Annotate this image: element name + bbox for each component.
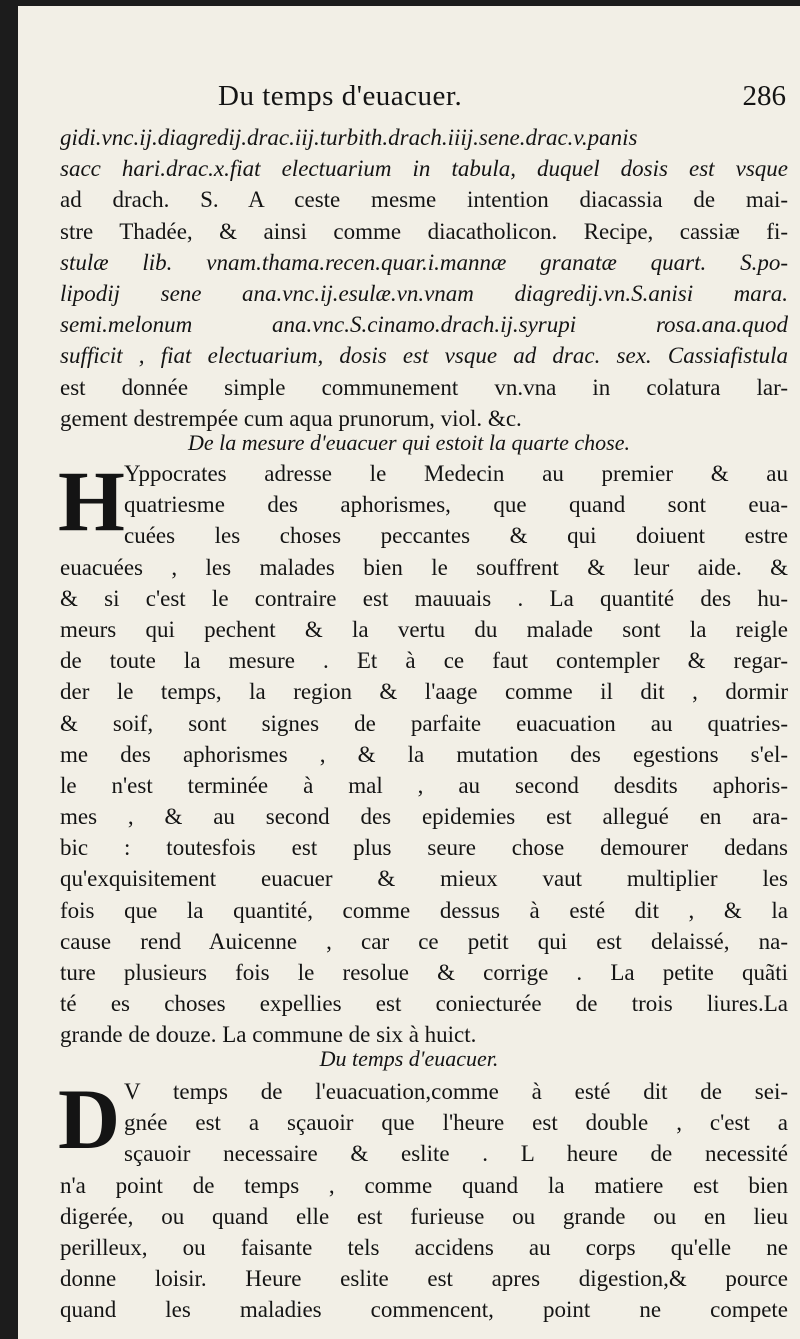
text-line: digerée, ou quand elle est furieuse ou grande ou en lieu bbox=[60, 1203, 788, 1229]
text-line: cuées les choses peccantes & qui doiuent estre bbox=[124, 523, 788, 549]
text-line: mes , & au second des epidemies est allegué en ara- bbox=[60, 804, 788, 830]
text-line: té es choses expellies est coniecturée de trois liures.La bbox=[60, 991, 788, 1017]
text-line: fois que la quantité, comme dessus à esté dit , & la bbox=[60, 897, 788, 923]
text-line: gnée est a sçauoir que l'heure est double , c'est a bbox=[124, 1110, 788, 1136]
text-line: est donnée simple communement vn.vna in colatura lar- bbox=[60, 374, 788, 400]
page-number: 286 bbox=[742, 80, 786, 112]
text-line: gidi.vnc.ij.diagredij.drac.iij.turbith.drach.iiij.sene.drac.v.panis bbox=[60, 125, 638, 150]
text-line: Yppocrates adresse le Medecin au premier & au bbox=[124, 461, 788, 486]
text-line: sufficit , fiat electuarium, dosis est vsque ad drac. sex. Cassiafistula bbox=[60, 343, 788, 369]
paragraph bbox=[58, 453, 788, 1051]
text-line: ture plusieurs fois le resolue & corrige . La petite quãti bbox=[60, 960, 788, 985]
text-line: quatriesme des aphorismes, que quand sont eua- bbox=[124, 492, 788, 518]
running-title: Du temps d'euacuer. bbox=[218, 80, 463, 112]
book-page bbox=[18, 6, 800, 1339]
text-line: cause rend Auicenne , car ce petit qui est delaissé, na- bbox=[60, 928, 788, 954]
text-line: semi.melonum ana.vnc.S.cinamo.drach.ij.syrupi rosa.ana.quod bbox=[60, 312, 788, 338]
text-line: & soif, sont signes de parfaite euacuation au quatries- bbox=[60, 710, 788, 736]
text-line: n'a point de temps , comme quand la matiere est bien bbox=[60, 1172, 788, 1198]
paragraph bbox=[58, 1071, 788, 1326]
recipe-block bbox=[60, 122, 788, 434]
section-heading: Du temps d'euacuer. bbox=[319, 1046, 499, 1071]
drop-cap: H bbox=[58, 453, 125, 549]
text-line: quand les maladies commencent, point ne compete bbox=[60, 1297, 788, 1323]
text-line: meurs qui pechent & la vertu du malade sont la reigle bbox=[60, 616, 788, 642]
text-line: donne loisir. Heure eslite est apres digestion,& pource bbox=[60, 1266, 788, 1292]
text-line: & si c'est le contraire est mauuais . La quantité des hu- bbox=[60, 585, 788, 611]
text-line: perilleux, ou faisante tels accidens au corps qu'elle ne bbox=[60, 1234, 788, 1260]
text-line: ad drach. S. A ceste mesme intention diacassia de mai- bbox=[60, 187, 788, 213]
text-line: lipodij sene ana.vnc.ij.esulæ.vn.vnam diagredij.vn.S.anisi mara. bbox=[60, 280, 788, 306]
section-heading: De la mesure d'euacuer qui estoit la quarte chose. bbox=[188, 430, 630, 455]
text-line: me des aphorismes , & la mutation des egestions s'el- bbox=[60, 741, 788, 767]
text-line: de toute la mesure . Et à ce faut contempler & regar- bbox=[60, 648, 788, 674]
text-line: sçauoir necessaire & eslite . L heure de necessité bbox=[124, 1141, 788, 1167]
text-line: grande de douze. La commune de six à huict. bbox=[60, 1022, 477, 1048]
drop-cap: D bbox=[58, 1071, 121, 1167]
text-line: stulæ lib. vnam.thama.recen.quar.i.mannæ granatæ quart. S.po- bbox=[60, 249, 788, 275]
text-line: gement destrempée cum aqua prunorum, viol. &c. bbox=[60, 405, 522, 431]
text-line: der le temps, la region & l'aage comme il dit , dormir bbox=[60, 679, 788, 705]
running-header bbox=[18, 80, 800, 116]
text-line: euacuées , les malades bien le souffrent & leur aide. & bbox=[60, 554, 788, 580]
text-line: stre Thadée, & ainsi comme diacatholicon. Recipe, cassiæ fi- bbox=[60, 218, 788, 244]
text-line: qu'exquisitement euacuer & mieux vaut multiplier les bbox=[60, 866, 788, 892]
text-line: sacc hari.drac.x.fiat electuarium in tabula, duquel dosis est vsque bbox=[60, 156, 788, 182]
text-line: V temps de l'euacuation,comme à esté dit de sei- bbox=[124, 1079, 788, 1104]
text-line: bic : toutesfois est plus seure chose demourer dedans bbox=[60, 835, 788, 861]
text-line: le n'est terminée à mal , au second desdits aphoris- bbox=[60, 772, 788, 798]
